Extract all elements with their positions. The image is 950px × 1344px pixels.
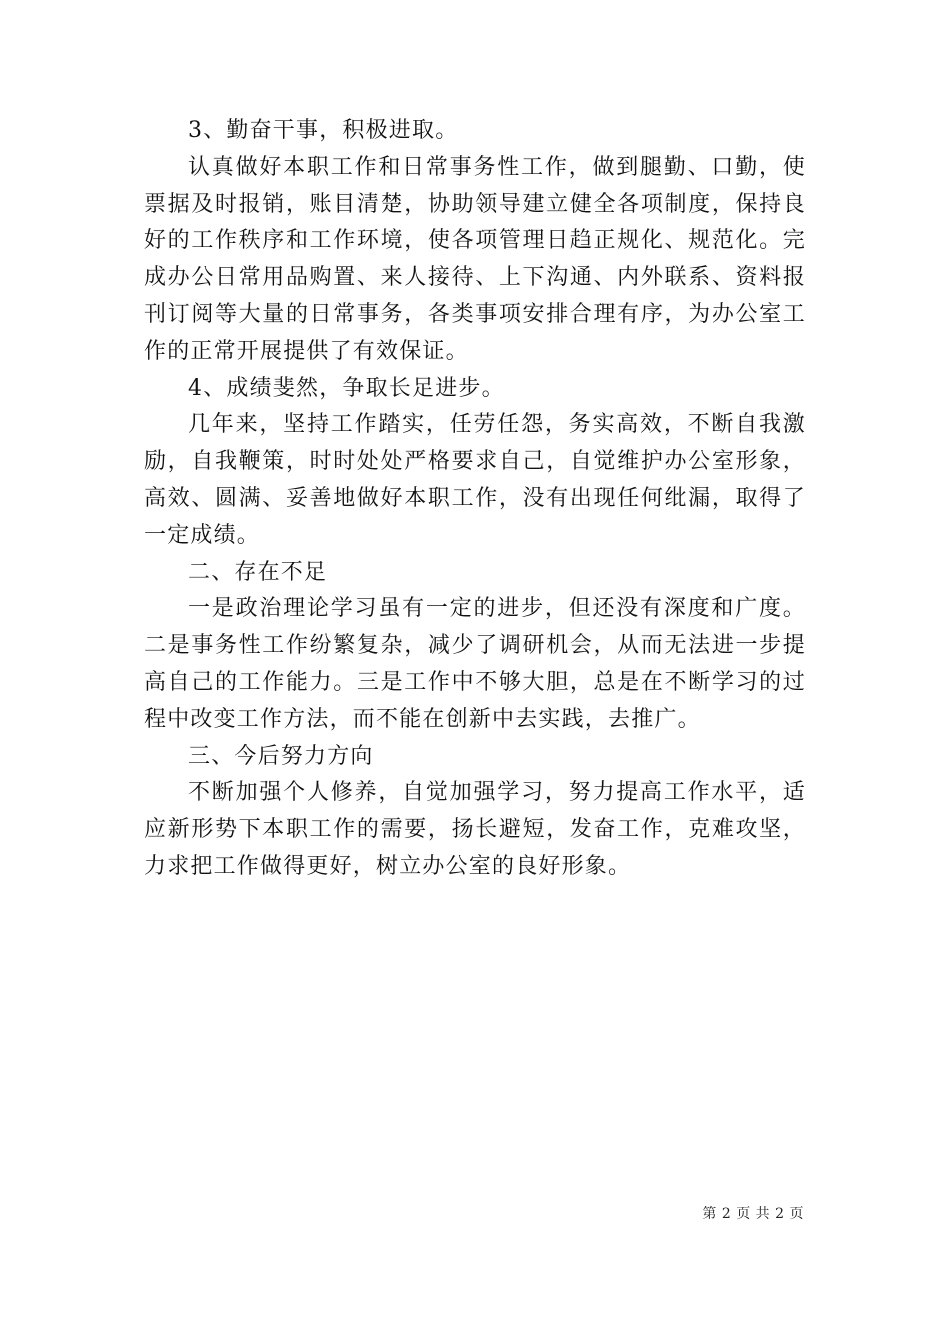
section-heading: 4、成绩斐然，争取长足进步。	[188, 375, 505, 401]
body-paragraph: 认真做好本职工作和日常事务性工作，做到腿勤、口勤，使票据及时报销，账目清楚，协助领导建立健全各项制度，保持良好的工作秩序和工作环境，使各项管理日趋正规化、规范化。完成办公日常用品购置、来人接待、上下沟通、内外联系、资料报刊订阅等大量的日常事务，各类事项安排合理有序，为办公室工作的正常开展提供了有效保证。	[144, 154, 806, 364]
document-body	[144, 113, 806, 886]
body-paragraph: 不断加强个人修养，自觉加强学习，努力提高工作水平，适应新形势下本职工作的需要，扬长避短，发奋工作，克难攻坚，力求把工作做得更好，树立办公室的良好形象。	[144, 780, 806, 879]
body-paragraph: 一是政治理论学习虽有一定的进步，但还没有深度和广度。二是事务性工作纷繁复杂，减少了调研机会，从而无法进一步提高自己的工作能力。三是工作中不够大胆，总是在不断学习的过程中改变工作方法，而不能在创新中去实践，去推广。	[144, 596, 806, 732]
section-heading: 二、存在不足	[188, 559, 328, 585]
section-heading: 三、今后努力方向	[188, 743, 374, 769]
body-paragraph: 几年来，坚持工作踏实，任劳任怨，务实高效，不断自我激励，自我鞭策，时时处处严格要求自己，自觉维护办公室形象，高效、圆满、妥善地做好本职工作，没有出现任何纰漏，取得了一定成绩。	[144, 412, 806, 548]
section-heading: 3、勤奋干事，积极进取。	[188, 118, 459, 143]
page-number: 第 2 页 共 2 页	[702, 1206, 804, 1222]
